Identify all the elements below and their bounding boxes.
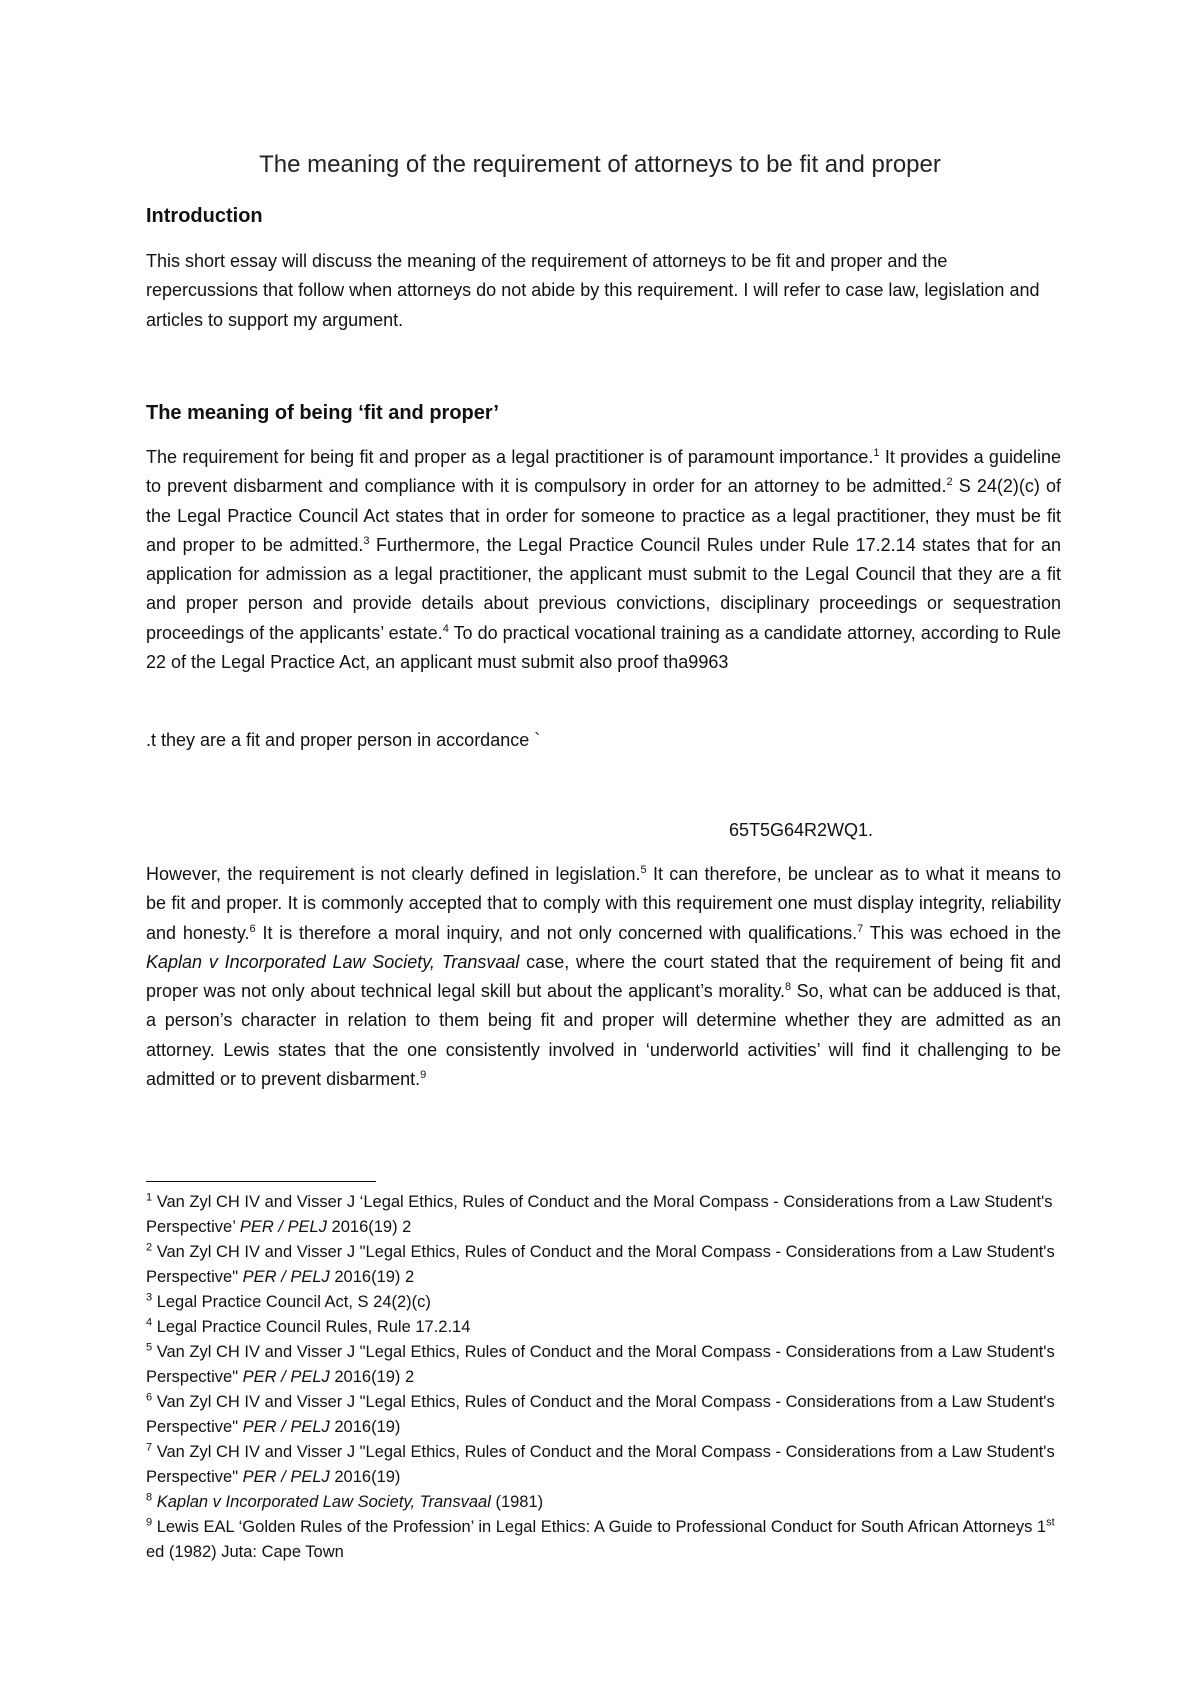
footnote-ref: 7 (857, 922, 864, 935)
footnote-1: $^1$ Van Zyl CH IV and Visser J ‘Legal Ethics, Rules of Conduct and the Moral Compass - Considerations from a Law Student's Perspective’ PER / PELJ 2016(19) 2 (146, 1191, 1053, 1236)
footnote-ref: 4 (442, 622, 449, 635)
document-title: The meaning of the requirement of attorneys to be fit and proper (259, 151, 941, 178)
code-text: 65T5G64R2WQ1. (729, 820, 874, 840)
heading-meaning: The meaning of being ‘fit and proper’ (146, 402, 499, 424)
footnote-3: $^3$ Legal Practice Council Act, S 24(2)(c) (146, 1291, 431, 1311)
footnote-ref: 1 (873, 447, 880, 459)
footnote-ref: 8 (785, 981, 792, 994)
footnote-2: $^2$ Van Zyl CH IV and Visser J "Legal Ethics, Rules of Conduct and the Moral Compass - Considerations from a Law Student's Perspective" PER / PELJ 2016(19) 2 (146, 1241, 1055, 1286)
definition-paragraph: However, the requirement is not clearly defined in legislation.$^5$ It can therefore, be unclear as to what it means to be fit and proper. It is commonly accepted that to comply with this requirement one must display integrity, reliability and honesty.$^6$ It is therefore a moral inquiry, and not only concerned with qualifications.$^7$ This was echoed in the Kaplan v Incorporated Law Society, Transvaal case, where the court stated that the requirement of being fit and proper was not only about technical legal skill but about the applicant’s morality.$^8$ So, what can be adduced is that, a person’s character in relation to them being fit and proper will determine whether they are admitted as an attorney. Lewis states that the one consistently involved in ‘underworld activities’ will find it challenging to be admitted or to prevent disbarment.$^9$ (146, 864, 1062, 1090)
footnote-separator (146, 1181, 376, 1182)
footnote-ref: 2 (946, 476, 953, 489)
footnote-7: $^7$ Van Zyl CH IV and Visser J "Legal Ethics, Rules of Conduct and the Moral Compass - Considerations from a Law Student's Perspective" PER / PELJ 2016(19) (146, 1441, 1055, 1486)
case-name: Kaplan v Incorporated Law Society, Transvaal (146, 951, 520, 972)
intro-paragraph: This short essay will discuss the meaning of the requirement of attorneys to be fit and proper and the repercussions that follow when attorneys do not abide by this requirement. I will refer to case law, legislation and articles to support my argument. (146, 251, 1040, 330)
footnote-9: $^9$ Lewis EAL ‘Golden Rules of the Profession’ in Legal Ethics: A Guide to Professional Conduct for South African Attorneys 1st ed (1982) Juta: Cape Town (146, 1516, 1055, 1561)
footnote-ref: 9 (420, 1069, 427, 1082)
footnote-ref: 3 (363, 534, 370, 547)
footnotes (146, 1190, 1076, 1565)
footnote-6: $^6$ Van Zyl CH IV and Visser J "Legal Ethics, Rules of Conduct and the Moral Compass - Considerations from a Law Student's Perspective" PER / PELJ 2016(19) (146, 1391, 1055, 1436)
footnote-5: $^5$ Van Zyl CH IV and Visser J "Legal Ethics, Rules of Conduct and the Moral Compass - Considerations from a Law Student's Perspective" PER / PELJ 2016(19) 2 (146, 1341, 1055, 1386)
footnote-4: $^4$ Legal Practice Council Rules, Rule 17.2.14 (146, 1316, 471, 1336)
meaning-paragraph: The requirement for being fit and proper as a legal practitioner is of paramount importance.$^1$ It provides a guideline to prevent disbarment and compliance with it is compulsory in order for an attorney to be admitted.$^2$ S 24(2)(c) of the Legal Practice Council Act states that in order for someone to practice as a legal practitioner, they must be fit and proper to be admitted.$^3$ Furthermore, the Legal Practice Council Rules under Rule 17.2.14 states that for an application for admission as a legal practitioner, the applicant must submit to the Legal Council that they are a fit and proper person and provide details about previous convictions, disciplinary proceedings or sequestration proceedings of the applicants’ estate.$^4$ To do practical vocational training as a candidate attorney, according to Rule 22 of the Legal Practice Act, an applicant must submit also proof tha9963 (146, 447, 1061, 673)
footnote-ref: 6 (249, 922, 256, 935)
fragment-line: .t they are a fit and proper person in accordance ` (146, 730, 541, 750)
footnote-8: $^8$ Kaplan v Incorporated Law Society, Transvaal (1981) (146, 1491, 544, 1511)
heading-introduction: Introduction (146, 205, 263, 227)
footnote-ref: 5 (640, 864, 647, 876)
